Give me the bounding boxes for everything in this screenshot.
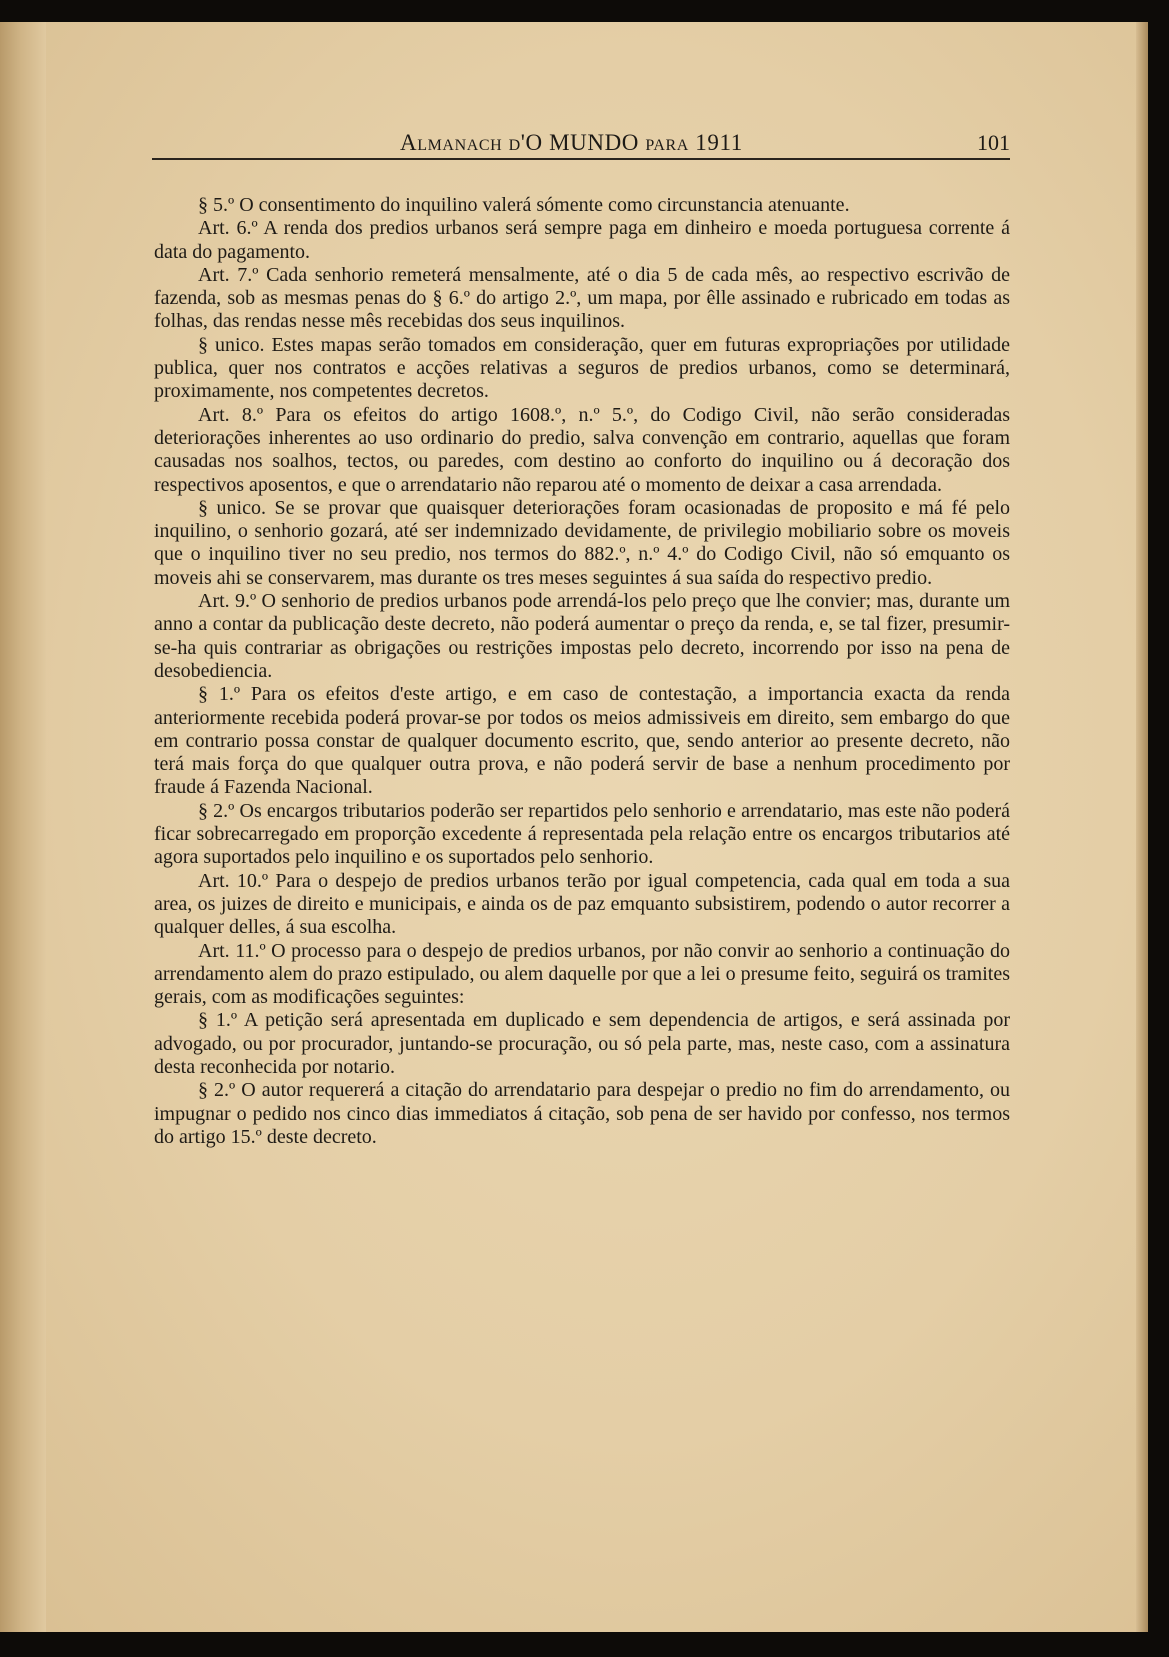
paragraph: § 2.º Os encargos tributarios poderão ser repartidos pelo senhorio e arrendatario, mas este não poderá ficar sobrecarregado em proporção excedente á representada pela relação entre os encargos tributarios até agora suportados pelo inquilino e os suportados pelo senhorio.: [154, 799, 1010, 869]
paragraph: Art. 10.º Para o despejo de predios urbanos terão por igual competencia, cada qual em toda a sua area, os juizes de direito e municipais, e ainda os de paz emquanto subsistirem, podendo o autor recorrer a qualquer delles, á sua escolha.: [154, 869, 1010, 939]
paragraph: Art. 9.º O senhorio de predios urbanos pode arrendá-los pelo preço que lhe convier; mas, durante um anno a contar da publicação deste decreto, não poderá aumentar o preço da renda, e, se tal fizer, presumir-se-ha quis contrariar as obrigações ou restrições impostas pelo decreto, incorrendo por isso na pena de desobediencia.: [154, 590, 1010, 682]
page-edge: [1136, 22, 1148, 1632]
paragraph: § unico. Estes mapas serão tomados em consideração, quer em futuras expropriações por utilidade publica, quer nos contratos e acções relativas a seguros de predios urbanos, como se determinará, proximamente, nos competentes decretos.: [154, 333, 1010, 403]
book-page: [0, 22, 1148, 1632]
paragraph: Art. 6.º A renda dos predios urbanos será sempre paga em dinheiro e moeda portuguesa corrente á data do pagamento.: [154, 217, 1010, 263]
paragraph: § unico. Se se provar que quaisquer deteriorações foram ocasionadas de proposito e má fé pelo inquilino, o senhorio gozará, até ser indemnizado devidamente, de privilegio mobiliario sobre os moveis que o inquilino tiver no seu predio, nos termos do 882.º, n.º 4.º do Codigo Civil, não só emquanto os moveis ahi se conservarem, mas durante os tres meses seguintes á sua saída do respectivo predio.: [154, 496, 1010, 589]
paragraph: § 5.º O consentimento do inquilino valerá sómente como circunstancia atenuante.: [198, 194, 850, 216]
running-title: Almanach d'O MUNDO para 1911: [400, 130, 743, 155]
paragraph: Art. 8.º Para os efeitos do artigo 1608.º, n.º 5.º, do Codigo Civil, não serão consideradas deteriorações inherentes ao uso ordinario do predio, salva convenção em contrario, aquellas que foram causadas nos soalhos, tectos, ou paredes, com destino ao conforto do inquilino ou á decoração dos respectivos aposentos, e que o arrendatario não reparou até o momento de deixar a casa arrendada.: [154, 403, 1010, 496]
paragraph: § 2.º O autor requererá a citação do arrendatario para despejar o predio no fim do arrendamento, ou impugnar o pedido nos cinco dias immediatos á citação, sob pena de ser havido por confesso, nos termos do artigo 15.º deste decreto.: [154, 1079, 1010, 1148]
paragraph: § 1.º Para os efeitos d'este artigo, e em caso de contestação, a importancia exacta da renda anteriormente recebida poderá provar-se por todos os meios admissiveis em direito, sem embargo do que em contrario possa constar de qualquer documento escrito, que, sendo anterior ao presente decreto, não terá mais força do que qualquer outra prova, e não poderá servir de base a nenhum procedimento por fraude á Fazenda Nacional.: [154, 683, 1010, 799]
page-number: 101: [977, 130, 1010, 155]
paragraph: § 1.º A petição será apresentada em duplicado e sem dependencia de artigos, e será assinada por advogado, ou por procurador, juntando-se procuração, ou só pela parte, mas, neste caso, com a assinatura desta reconhecida por notario.: [154, 1009, 1010, 1078]
page-spine-shadow: [0, 22, 46, 1632]
body-text: [154, 194, 1010, 1149]
paragraph: Art. 11.º O processo para o despejo de predios urbanos, por não convir ao senhorio a continuação do arrendamento alem do prazo estipulado, ou alem daquelle por que a lei o presume feito, seguirá os tramites gerais, com as modificações seguintes:: [154, 939, 1010, 1009]
running-header: [150, 116, 1010, 154]
paragraph: Art. 7.º Cada senhorio remeterá mensalmente, até o dia 5 de cada mês, ao respectivo escrivão de fazenda, sob as mesmas penas do § 6.º do artigo 2.º, um mapa, por êlle assinado e rubricado em todas as folhas, das rendas nesse mês recebidas dos seus inquilinos.: [154, 263, 1010, 333]
header-rule: [152, 158, 1010, 160]
